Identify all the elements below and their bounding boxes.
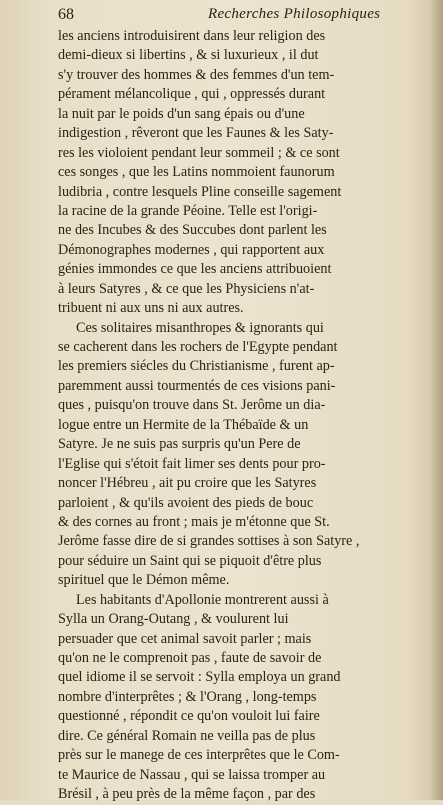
text-line: pour séduire un Saint qui se piquoit d'être plus [58,552,322,569]
text-line: quel idiome il se servoit : Sylla employa un grand [58,669,341,686]
page-number: 68 [58,6,74,23]
text-line: à leurs Satyres , & ce que les Physiciens n'at- [58,280,315,297]
running-title: Recherches Philosophiques [208,6,381,22]
text-line: logue entre un Hermite de la Thébaïde & un [58,416,309,433]
text-line: s'y trouver des hommes & des femmes d'un tem- [58,66,335,83]
text-line: la racine de la grande Péoine. Telle est l'origi- [58,202,318,219]
page-header [58,6,428,28]
text-line: Brésil , à peu près de la même façon , par des [58,786,316,803]
text-line: Démonographes modernes , qui rapportent aux [58,241,325,258]
text-line: demi-dieux si libertins , & si luxurieux , il dut [58,47,319,64]
text-line: indigestion , rêveront que les Faunes & les Saty- [58,125,334,142]
text-line: te Maurice de Nassau , qui se laissa tromper au [58,766,326,783]
text-line: les premiers siécles du Christianisme , furent ap- [58,358,335,375]
text-line: ludibria , contre lesquels Pline conseille sagement [58,183,342,200]
text-line: nombre d'interprêtes ; & l'Orang , long-temps [58,688,317,705]
body-text [58,27,430,805]
text-line: pérament mélancolique , qui , oppressés durant [58,86,326,103]
text-line: se cacherent dans les rochers de l'Egypte pendant [58,339,338,355]
text-line: ces songes , que les Latins nommoient faunorum [58,164,335,181]
text-line: ne des Incubes & des Succubes dont parlent les [58,222,327,239]
text-line: res les violoient pendant leur sommeil ; & ce sont [58,144,340,161]
page-edge-shadow [429,0,443,800]
text-line: qu'on ne le comprenoit pas , faute de savoir de [58,650,322,666]
text-line: & des cornes au front ; mais je m'étonne que St. [58,513,330,530]
text-line: spirituel que le Démon même. [58,572,230,589]
text-line: parloient , & qu'ils avoient des pieds de bouc [58,494,314,511]
text-line: paremment aussi tourmentés de ces visions pani- [58,377,336,394]
text-line: la nuit par le poids d'un sang épais ou d'une [58,105,305,122]
text-line: près sur le manege de ces interprêtes que le Com- [58,747,340,764]
paragraph-start-line: Ces solitaires misanthropes & ignorants qui [76,319,324,336]
text-line: génies immondes ce que les anciens attribuoient [58,261,332,278]
text-line: persuader que cet animal savoit parler ; mais [58,630,312,647]
text-line: les anciens introduisirent dans leur religion des [58,28,326,44]
text-line: Satyre. Je ne suis pas surpris qu'un Pere de [58,436,301,453]
paragraph-start-line: Les habitants d'Apollonie montrerent aussi à [76,591,329,608]
text-line: noncer l'Hébreu , ait pu croire que les Satyres [58,475,317,492]
text-line: Sylla un Orang-Outang , & voulurent lui [58,611,289,628]
text-line: Jerôme fasse dire de si grandes sottises à son Satyre , [58,533,360,550]
text-line: dire. Ce général Romain ne veilla pas de plus [58,727,316,744]
text-line: questionné , répondit ce qu'on vouloit lui faire [58,708,320,725]
text-line: tribuent ni aux uns ni aux autres. [58,300,244,317]
text-line: ques , puisqu'on trouve dans St. Jerôme un dia- [58,397,326,414]
text-line: l'Eglise qui s'étoit fait limer ses dents pour pro- [58,455,326,472]
